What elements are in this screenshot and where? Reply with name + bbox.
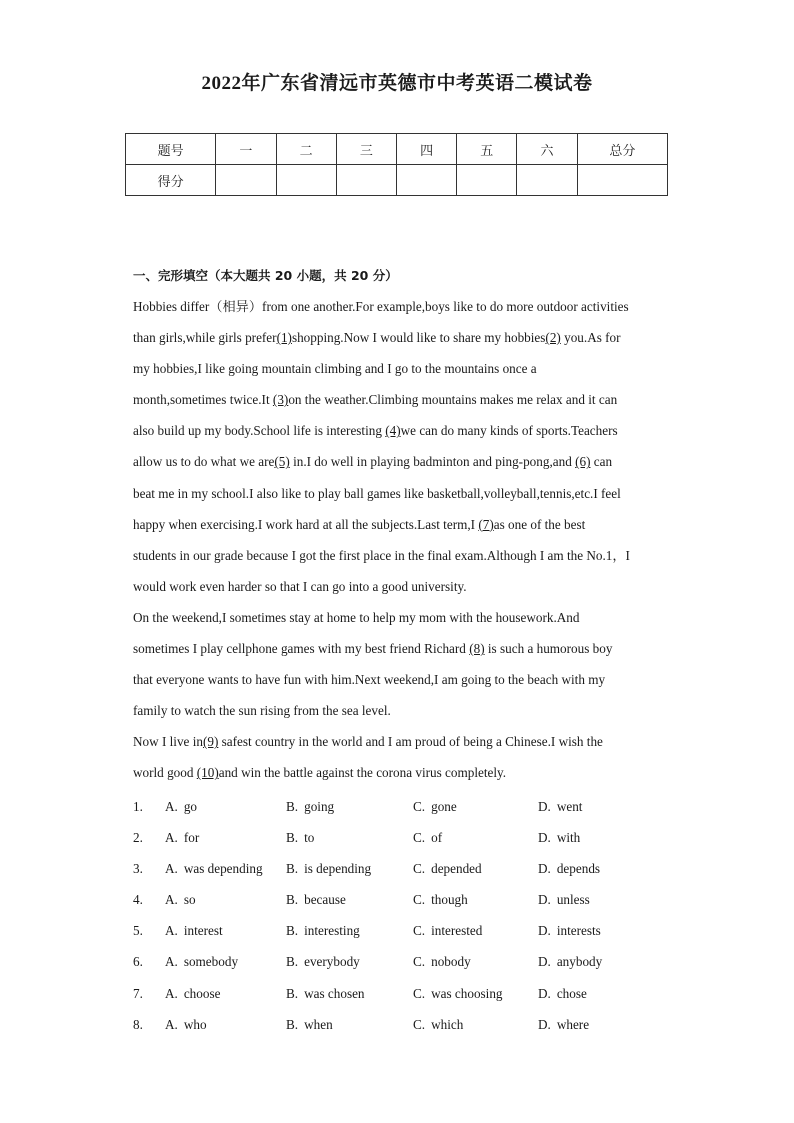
option-text: going — [304, 799, 335, 814]
passage-text: is such a humorous boy — [484, 641, 613, 657]
question-row — [133, 915, 673, 946]
option-letter: A. — [165, 923, 178, 939]
passage-text: on the weather.Climbing mountains makes me relax and it can — [288, 392, 618, 408]
passage-text: Now I live in — [133, 734, 203, 750]
score-table — [125, 133, 668, 196]
score-table-score-row — [126, 165, 668, 196]
passage-line — [133, 571, 668, 602]
option-letter: D. — [538, 1016, 551, 1032]
option-text: with — [556, 830, 581, 846]
passage-line — [133, 446, 668, 477]
option-letter: B. — [286, 830, 299, 846]
option-a — [165, 791, 197, 822]
option-b — [286, 884, 346, 915]
option-b — [286, 946, 360, 977]
passage-text: happy when exercising.I work hard at all the subjects.Last term,I — [133, 516, 479, 532]
option-c — [413, 853, 482, 884]
passage-line — [133, 695, 668, 726]
option-letter: D. — [538, 892, 551, 908]
passage-text: and win the battle against the corona virus completely. — [218, 765, 507, 781]
option-a — [165, 915, 223, 946]
option-d — [538, 978, 587, 1009]
blank-marker: (1) — [276, 330, 292, 346]
score-cell — [396, 165, 456, 196]
option-letter: D. — [538, 923, 551, 939]
option-a — [165, 1009, 207, 1040]
score-cell — [457, 165, 517, 196]
passage-text: that everyone wants to have fun with him.Next weekend,I am going to the beach with my — [133, 672, 606, 688]
option-c — [413, 791, 457, 822]
blank-marker: (2) — [545, 330, 561, 346]
option-d — [538, 791, 582, 822]
option-a — [165, 853, 263, 884]
blank-marker: (8) — [469, 641, 485, 657]
passage-line — [133, 664, 668, 695]
option-text: everybody — [304, 954, 360, 970]
option-letter: B. — [286, 954, 299, 970]
option-text: go — [183, 799, 198, 814]
blank-marker: (3) — [272, 392, 289, 408]
option-text: where — [556, 1016, 590, 1032]
option-c — [413, 946, 471, 977]
section-heading: 一、完形填空（本大题共 20 小题，共 20 分） — [133, 268, 398, 283]
option-letter: D. — [538, 861, 551, 877]
score-header-cell: 三 — [336, 134, 396, 165]
passage-text: safest country in the world and I am proud of being a Chinese.I wish the — [218, 734, 603, 750]
option-letter: C. — [413, 799, 426, 814]
passage-text: as one of the best — [493, 516, 586, 532]
option-letter: B. — [286, 923, 299, 939]
option-text: of — [431, 830, 443, 846]
option-text: was chosen — [304, 985, 365, 1001]
score-cell — [216, 165, 276, 196]
passage-line — [133, 384, 668, 415]
option-text: choose — [183, 985, 221, 1001]
blank-marker: (6) — [575, 454, 591, 470]
option-letter: B. — [286, 861, 299, 877]
score-header-cell: 题号 — [126, 134, 216, 165]
blank-marker: (5) — [274, 454, 290, 470]
score-header-cell: 五 — [457, 134, 517, 165]
passage-line — [133, 322, 668, 353]
option-a — [165, 884, 196, 915]
option-b — [286, 1009, 333, 1040]
passage-line — [133, 509, 668, 540]
passage-text: allow us to do what we are — [133, 454, 275, 470]
passage-line — [133, 415, 668, 446]
option-text: depends — [556, 861, 601, 877]
question-row — [133, 884, 673, 915]
option-text: chose — [556, 985, 587, 1001]
score-row-label: 得分 — [126, 165, 216, 196]
passage-text: world good — [133, 765, 197, 781]
passage-text: shopping.Now I would like to share my hobbies — [291, 330, 546, 346]
passage-text: also build up my body.School life is interesting — [133, 423, 386, 439]
option-d — [538, 853, 600, 884]
option-text: interested — [431, 923, 483, 939]
option-text: is depending — [304, 861, 372, 877]
option-text: somebody — [183, 954, 239, 970]
option-letter: C. — [413, 954, 426, 970]
passage-text: month,sometimes twice.It — [133, 392, 273, 408]
option-letter: C. — [413, 985, 426, 1001]
option-text: to — [304, 830, 315, 846]
option-a — [165, 946, 238, 977]
option-d — [538, 946, 602, 977]
option-letter: A. — [165, 1016, 178, 1032]
option-letter: B. — [286, 1016, 299, 1032]
option-c — [413, 978, 503, 1009]
page-title: 2022年广东省清远市英德市中考英语二模试卷 — [201, 73, 593, 94]
passage-line — [133, 478, 668, 509]
option-letter: B. — [286, 799, 299, 814]
option-d — [538, 822, 580, 853]
question-row — [133, 1009, 673, 1040]
score-cell — [276, 165, 336, 196]
option-letter: D. — [538, 985, 551, 1001]
option-letter: D. — [538, 830, 551, 846]
option-text: anybody — [556, 954, 603, 970]
option-text: unless — [556, 892, 590, 908]
passage-text: sometimes I play cellphone games with my best friend Richard — [133, 641, 470, 657]
question-number: 5. — [133, 923, 143, 939]
option-text: which — [431, 1016, 464, 1032]
option-d — [538, 915, 601, 946]
option-text: gone — [431, 799, 457, 814]
score-header-cell: 一 — [216, 134, 276, 165]
answer-options — [133, 791, 673, 1040]
question-number: 1. — [133, 799, 143, 814]
score-header-cell: 二 — [276, 134, 336, 165]
option-b — [286, 791, 334, 822]
passage-text: family to watch the sun rising from the sea level. — [133, 703, 391, 719]
passage-text: On the weekend,I sometimes stay at home to help my mom with the housework.And — [133, 609, 580, 625]
option-c — [413, 915, 482, 946]
option-text: because — [304, 892, 346, 908]
option-letter: D. — [538, 954, 551, 970]
option-c — [413, 822, 442, 853]
question-row — [133, 946, 673, 977]
option-a — [165, 978, 220, 1009]
passage-text: you.As for — [560, 330, 621, 346]
score-table-header-row — [126, 134, 668, 165]
passage-text: than girls,while girls prefer — [133, 330, 277, 346]
option-text: for — [183, 830, 200, 846]
option-d — [538, 884, 590, 915]
passage-text: can — [590, 454, 613, 470]
passage-text: would work even harder so that I can go into a good university. — [133, 578, 467, 594]
option-letter: A. — [165, 985, 178, 1001]
cloze-passage — [133, 291, 668, 789]
blank-marker: (7) — [478, 516, 494, 532]
question-number: 6. — [133, 954, 143, 970]
option-text: when — [304, 1016, 333, 1032]
question-row — [133, 791, 673, 822]
passage-line — [133, 633, 668, 664]
question-number: 2. — [133, 830, 143, 846]
option-c — [413, 1009, 463, 1040]
passage-line — [133, 353, 668, 384]
option-b — [286, 978, 365, 1009]
passage-text: Hobbies differ（相异）from one another.For example,boys like to do more outdoor activities — [133, 299, 629, 314]
blank-marker: (4) — [385, 423, 401, 439]
score-cell — [517, 165, 577, 196]
option-text: went — [556, 799, 583, 814]
option-text: so — [183, 892, 196, 908]
option-b — [286, 822, 314, 853]
score-cell — [577, 165, 667, 196]
passage-text: students in our grade because I got the first place in the final exam.Although I am the No.1，I — [133, 547, 630, 563]
option-letter: C. — [413, 892, 426, 908]
option-text: interesting — [304, 923, 360, 939]
question-number: 7. — [133, 985, 143, 1001]
option-letter: A. — [165, 799, 178, 814]
option-c — [413, 884, 468, 915]
option-letter: C. — [413, 923, 426, 939]
question-row — [133, 822, 673, 853]
option-letter: C. — [413, 1016, 426, 1032]
blank-marker: (10) — [196, 765, 219, 781]
question-number: 3. — [133, 861, 143, 877]
option-d — [538, 1009, 589, 1040]
option-letter: B. — [286, 892, 299, 908]
option-letter: A. — [165, 861, 178, 877]
score-cell — [336, 165, 396, 196]
question-row — [133, 853, 673, 884]
option-text: who — [183, 1016, 207, 1032]
option-text: was choosing — [431, 985, 503, 1001]
option-text: was depending — [183, 861, 263, 877]
option-letter: C. — [413, 830, 426, 846]
passage-line — [133, 291, 668, 322]
question-number: 8. — [133, 1016, 143, 1032]
passage-line — [133, 540, 668, 571]
passage-line — [133, 757, 668, 788]
passage-text: my hobbies,I like going mountain climbing and I go to the mountains once a — [133, 361, 537, 377]
option-letter: C. — [413, 861, 426, 877]
option-text: interests — [556, 923, 601, 939]
passage-text: in.I do well in playing badminton and ping-pong,and — [289, 454, 576, 470]
option-letter: A. — [165, 830, 178, 846]
option-letter: A. — [165, 892, 178, 908]
option-text: interest — [183, 923, 223, 939]
score-header-cell: 四 — [396, 134, 456, 165]
passage-text: we can do many kinds of sports.Teachers — [400, 423, 618, 439]
option-letter: D. — [538, 799, 551, 814]
option-letter: A. — [165, 954, 178, 970]
passage-text: beat me in my school.I also like to play ball games like basketball,volleyball,tennis,etc.I feel — [133, 485, 621, 501]
option-letter: B. — [286, 985, 299, 1001]
passage-line — [133, 602, 668, 633]
option-text: though — [431, 892, 468, 908]
blank-marker: (9) — [202, 734, 219, 750]
option-text: nobody — [431, 954, 471, 970]
option-b — [286, 915, 360, 946]
passage-line — [133, 726, 668, 757]
score-header-cell: 总分 — [577, 134, 667, 165]
score-header-cell: 六 — [517, 134, 577, 165]
option-a — [165, 822, 199, 853]
question-row — [133, 978, 673, 1009]
question-number: 4. — [133, 892, 143, 908]
option-b — [286, 853, 371, 884]
option-text: depended — [431, 861, 482, 877]
